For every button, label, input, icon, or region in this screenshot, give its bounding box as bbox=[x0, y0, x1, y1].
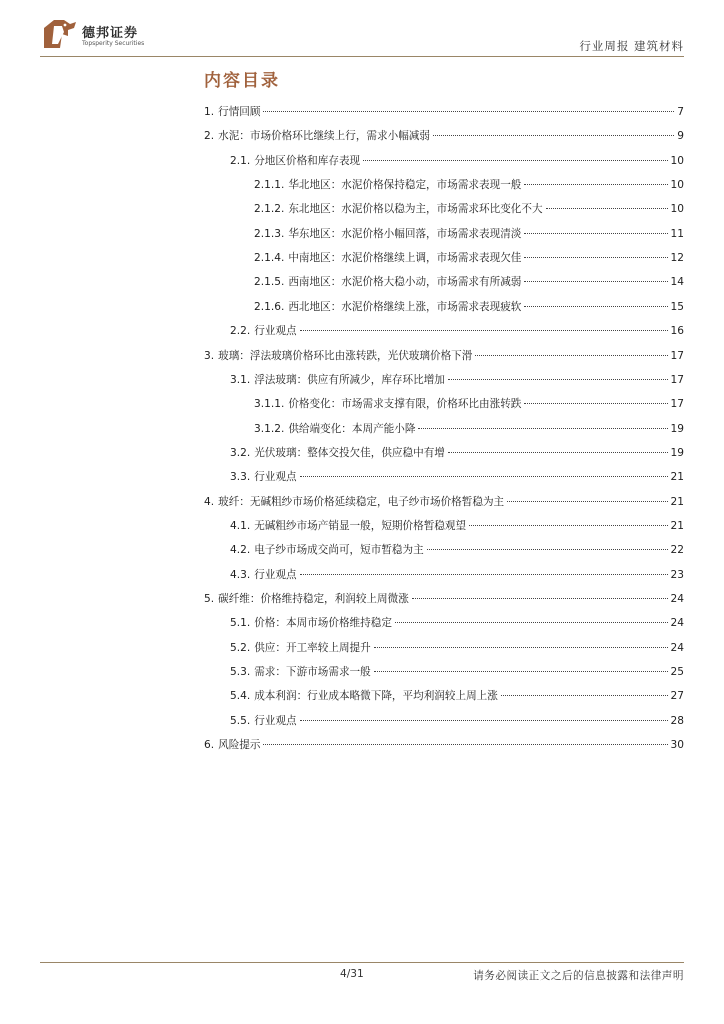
toc-heading: 内容目录 bbox=[204, 71, 280, 91]
toc-entry-number: 3.1. bbox=[230, 373, 251, 386]
toc-entry-number: 2. bbox=[204, 130, 215, 143]
toc-dot-leader bbox=[374, 671, 668, 672]
toc-entry-number: 2.1.4. bbox=[254, 252, 285, 265]
toc-entry-number: 3.1.2. bbox=[254, 422, 285, 435]
toc-dot-leader bbox=[448, 379, 668, 380]
header-divider bbox=[40, 56, 684, 57]
legal-disclaimer: 请务必阅读正文之后的信息披露和法律声明 bbox=[473, 970, 684, 982]
toc-entry[interactable] bbox=[254, 299, 684, 315]
toc-entry[interactable] bbox=[254, 226, 684, 242]
toc-entry-page: 21 bbox=[670, 519, 684, 532]
footer-divider bbox=[40, 962, 684, 963]
toc-dot-leader bbox=[524, 281, 667, 282]
brand-name-en: Topsperity Securities bbox=[82, 40, 145, 47]
toc-entry[interactable] bbox=[204, 494, 684, 510]
toc-entry-title: 行业观点 bbox=[254, 471, 297, 484]
toc-entry-number: 2.1.5. bbox=[254, 276, 285, 289]
toc-entry-page: 15 bbox=[670, 300, 684, 313]
toc-dot-leader bbox=[546, 208, 668, 209]
toc-entry-number: 2.2. bbox=[230, 325, 251, 338]
toc-dot-leader bbox=[300, 574, 668, 575]
toc-entry[interactable] bbox=[204, 591, 684, 607]
toc-entry[interactable] bbox=[254, 250, 684, 266]
toc-entry-number: 4.1. bbox=[230, 519, 251, 532]
page-header bbox=[40, 10, 684, 58]
toc-entry-number: 2.1.6. bbox=[254, 300, 285, 313]
toc-entry[interactable] bbox=[230, 688, 684, 704]
toc-entry-page: 21 bbox=[670, 495, 684, 508]
toc-dot-leader bbox=[263, 744, 667, 745]
toc-dot-leader bbox=[524, 257, 667, 258]
toc-entry-page: 22 bbox=[670, 544, 684, 557]
toc-entry[interactable] bbox=[204, 737, 684, 753]
toc-entry-title: 行业观点 bbox=[254, 325, 297, 338]
toc-entry-title: 行业观点 bbox=[254, 714, 297, 727]
toc-dot-leader bbox=[418, 428, 667, 429]
toc-entry-title: 东北地区：水泥价格以稳为主，市场需求环比变化不大 bbox=[288, 203, 543, 216]
toc-entry[interactable] bbox=[254, 396, 684, 412]
toc-entry-title: 供给端变化：本周产能小降 bbox=[288, 422, 416, 435]
toc-entry[interactable] bbox=[230, 445, 684, 461]
toc-entry-title: 需求：下游市场需求一般 bbox=[254, 666, 371, 679]
toc-entry-number: 6. bbox=[204, 739, 215, 752]
toc-entry-title: 水泥：市场价格环比继续上行，需求小幅减弱 bbox=[218, 130, 430, 143]
toc-entry[interactable] bbox=[254, 274, 684, 290]
toc-entry-page: 10 bbox=[670, 179, 684, 192]
toc-dot-leader bbox=[263, 111, 674, 112]
toc-dot-leader bbox=[412, 598, 668, 599]
toc-entry-title: 价格：本周市场价格维持稳定 bbox=[254, 617, 392, 630]
toc-entry-title: 成本利润：行业成本略微下降，平均利润较上周上涨 bbox=[254, 690, 498, 703]
toc-entry-number: 2.1.1. bbox=[254, 179, 285, 192]
toc-entry[interactable] bbox=[230, 153, 684, 169]
toc-entry[interactable] bbox=[230, 640, 684, 656]
toc-entry[interactable] bbox=[230, 469, 684, 485]
toc-entry-title: 中南地区：水泥价格继续上调，市场需求表现欠佳 bbox=[288, 252, 522, 265]
toc-dot-leader bbox=[363, 160, 667, 161]
document-type-label: 行业周报 建筑材料 bbox=[579, 39, 684, 53]
toc-entry[interactable] bbox=[254, 177, 684, 193]
toc-entry-title: 风险提示 bbox=[218, 739, 261, 752]
toc-dot-leader bbox=[433, 135, 674, 136]
toc-entry-page: 17 bbox=[670, 373, 684, 386]
toc-entry-page: 19 bbox=[670, 446, 684, 459]
toc-entry[interactable] bbox=[204, 128, 684, 144]
toc-entry[interactable] bbox=[230, 372, 684, 388]
toc-entry-page: 24 bbox=[670, 593, 684, 605]
toc-entry-number: 3.2. bbox=[230, 446, 251, 459]
toc-entry-page: 25 bbox=[670, 666, 684, 679]
toc-dot-leader bbox=[524, 306, 667, 307]
toc-entry-page: 10 bbox=[670, 154, 684, 167]
toc-entry-number: 5.2. bbox=[230, 641, 251, 654]
toc-entry-page: 9 bbox=[677, 130, 684, 143]
toc-entry[interactable] bbox=[230, 323, 684, 339]
toc-entry-title: 玻纤：无碱粗纱市场价格延续稳定，电子纱市场价格暂稳为主 bbox=[218, 495, 505, 508]
toc-dot-leader bbox=[507, 501, 667, 502]
toc-dot-leader bbox=[524, 403, 667, 404]
toc-entry[interactable] bbox=[254, 201, 684, 217]
toc-entry-number: 5.3. bbox=[230, 666, 251, 679]
toc-entry-number: 3. bbox=[204, 349, 215, 362]
page-number: 4/31 bbox=[340, 968, 364, 980]
toc-entry-page: 21 bbox=[670, 471, 684, 484]
toc-entry-number: 5.4. bbox=[230, 690, 251, 703]
toc-dot-leader bbox=[427, 549, 668, 550]
toc-entry-page: 16 bbox=[670, 325, 684, 338]
toc-entry[interactable] bbox=[254, 421, 684, 437]
toc-entry-page: 24 bbox=[670, 617, 684, 630]
toc-entry-number: 4. bbox=[204, 495, 215, 508]
toc-entry-number: 4.3. bbox=[230, 568, 251, 581]
toc-entry-page: 7 bbox=[677, 106, 684, 118]
toc-entry-page: 12 bbox=[670, 252, 684, 265]
toc-entry[interactable] bbox=[204, 348, 684, 364]
toc-entry-number: 2.1. bbox=[230, 154, 251, 167]
toc-dot-leader bbox=[448, 452, 668, 453]
toc-entry-number: 2.1.2. bbox=[254, 203, 285, 216]
toc-dot-leader bbox=[524, 184, 667, 185]
toc-entry-title: 西北地区：水泥价格继续上涨，市场需求表现疲软 bbox=[288, 300, 522, 313]
toc-entry[interactable] bbox=[230, 664, 684, 680]
toc-entry-number: 3.3. bbox=[230, 471, 251, 484]
toc-entry-number: 5. bbox=[204, 593, 215, 605]
toc-entry[interactable] bbox=[230, 518, 684, 534]
toc-dot-leader bbox=[300, 476, 668, 477]
toc-entry-number: 3.1.1. bbox=[254, 398, 285, 411]
toc-entry[interactable] bbox=[230, 542, 684, 558]
toc-entry-page: 10 bbox=[670, 203, 684, 216]
brand-name-cn: 德邦证券 bbox=[82, 26, 139, 41]
toc-entry-title: 价格变化：市场需求支撑有限，价格环比由涨转跌 bbox=[288, 398, 522, 411]
toc-entry-page: 30 bbox=[670, 739, 684, 752]
toc-entry-title: 供应：开工率较上周提升 bbox=[254, 641, 371, 654]
toc-entry[interactable] bbox=[204, 104, 684, 120]
toc-entry-title: 无碱粗纱市场产销显一般，短期价格暂稳观望 bbox=[254, 519, 467, 532]
toc-entry-page: 28 bbox=[670, 714, 684, 727]
toc-dot-leader bbox=[300, 330, 668, 331]
toc-entry-title: 光伏玻璃：整体交投欠佳，供应稳中有增 bbox=[254, 446, 445, 459]
toc-entry-title: 华北地区：水泥价格保持稳定，市场需求表现一般 bbox=[288, 179, 522, 192]
toc-entry-page: 23 bbox=[670, 568, 684, 581]
toc-entry-title: 碳纤维：价格维持稳定，利润较上周微涨 bbox=[218, 593, 409, 605]
toc-dot-leader bbox=[524, 233, 667, 234]
toc-entry-title: 华东地区：水泥价格小幅回落，市场需求表现清淡 bbox=[288, 227, 522, 240]
toc-entry-page: 11 bbox=[670, 227, 684, 240]
toc-entry-title: 分地区价格和库存表现 bbox=[254, 154, 361, 167]
toc-entry-number: 4.2. bbox=[230, 544, 251, 557]
toc-entry-page: 17 bbox=[670, 349, 684, 362]
brand-logo bbox=[40, 14, 180, 54]
toc-entry-number: 1. bbox=[204, 106, 215, 118]
toc-entry-number: 5.1. bbox=[230, 617, 251, 630]
toc-dot-leader bbox=[374, 647, 668, 648]
toc-entry[interactable] bbox=[230, 713, 684, 729]
toc-entry-page: 14 bbox=[670, 276, 684, 289]
toc-dot-leader bbox=[501, 695, 668, 696]
toc-entry-title: 玻璃：浮法玻璃价格环比由涨转跌，光伏玻璃价格下滑 bbox=[218, 349, 473, 362]
toc-entry-title: 西南地区：水泥价格大稳小动，市场需求有所减弱 bbox=[288, 276, 522, 289]
toc-dot-leader bbox=[475, 355, 667, 356]
toc-entry-number: 2.1.3. bbox=[254, 227, 285, 240]
toc-entry-title: 浮法玻璃：供应有所减少，库存环比增加 bbox=[254, 373, 445, 386]
brand-logo-icon bbox=[40, 14, 80, 54]
toc-entry[interactable] bbox=[230, 615, 684, 631]
toc-entry-page: 27 bbox=[670, 690, 684, 703]
toc-entry-page: 19 bbox=[670, 422, 684, 435]
toc-entry[interactable] bbox=[230, 567, 684, 583]
toc-dot-leader bbox=[300, 720, 668, 721]
toc-entry-title: 电子纱市场成交尚可，短市暂稳为主 bbox=[254, 544, 424, 557]
toc-entry-title: 行业观点 bbox=[254, 568, 297, 581]
toc-entry-number: 5.5. bbox=[230, 714, 251, 727]
toc-entry-title: 行情回顾 bbox=[218, 106, 261, 118]
toc-entry-page: 24 bbox=[670, 641, 684, 654]
toc-entry-page: 17 bbox=[670, 398, 684, 411]
toc-dot-leader bbox=[395, 622, 668, 623]
toc-dot-leader bbox=[469, 525, 667, 526]
